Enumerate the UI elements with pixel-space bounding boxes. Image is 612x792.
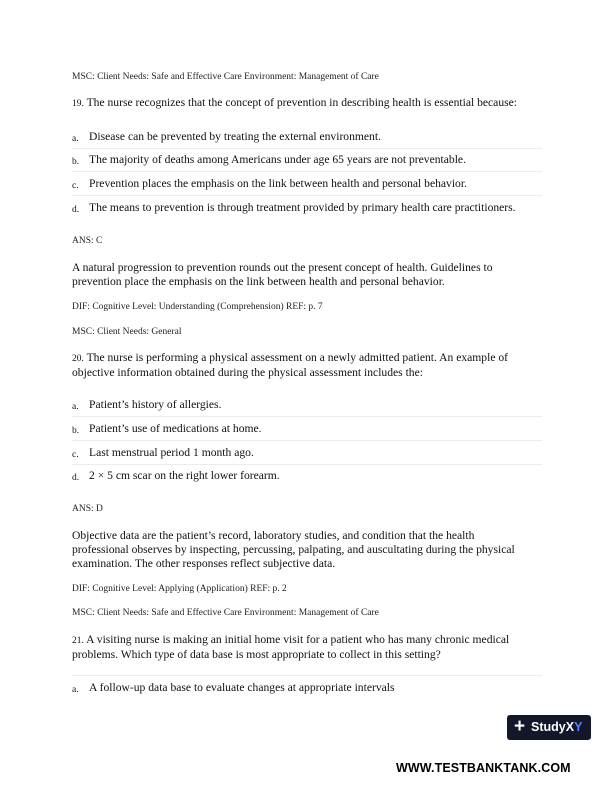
option-text: The means to prevention is through treatment provided by primary health care practitioners. <box>89 201 516 214</box>
q19-dif: DIF: Cognitive Level: Understanding (Comprehension) REF: p. 7 <box>72 302 323 312</box>
msc-line-top: MSC: Client Needs: Safe and Effective Care Environment: Management of Care <box>72 72 379 82</box>
divider <box>72 675 542 676</box>
q20-dif: DIF: Cognitive Level: Applying (Application) REF: p. 2 <box>72 584 287 594</box>
rationale-line: prevention place the emphasis on the link between health and personal behavior. <box>72 275 445 288</box>
question-number: 19. <box>72 99 84 109</box>
option-text: 2 × 5 cm scar on the right lower forearm. <box>89 469 280 482</box>
question-text: The nurse is performing a physical assessment on a newly admitted patient. An example of <box>86 351 509 364</box>
q19-option-b <box>72 153 542 172</box>
question-21-stem <box>72 633 552 662</box>
option-letter: b. <box>72 157 80 167</box>
option-letter: d. <box>72 473 80 483</box>
brand-name <box>531 720 582 734</box>
question-number: 20. <box>72 354 84 364</box>
option-text: The majority of deaths among Americans under age 65 years are not preventable. <box>89 153 466 166</box>
question-text: The nurse recognizes that the concept of prevention in describing health is essential because: <box>86 96 518 109</box>
q20-option-d <box>72 469 542 487</box>
q19-rationale <box>72 261 552 289</box>
option-text: Disease can be prevented by treating the external environment. <box>89 130 381 143</box>
option-text: A follow-up data base to evaluate changes at appropriate intervals <box>89 681 395 694</box>
option-letter: d. <box>72 205 80 215</box>
option-letter: a. <box>72 685 79 695</box>
q20-option-c <box>72 446 542 465</box>
studyxy-logo-badge[interactable] <box>507 715 591 740</box>
option-letter: a. <box>72 402 79 412</box>
sparkle-icon: + <box>514 716 526 737</box>
question-20-stem <box>72 351 552 380</box>
option-text: Last menstrual period 1 month ago. <box>89 446 254 459</box>
question-number: 21. <box>72 636 84 646</box>
option-text: Patient’s use of medications at home. <box>89 422 262 435</box>
question-text: objective information obtained during the physical assessment includes the: <box>72 366 423 379</box>
question-text: A visiting nurse is making an initial home visit for a patient who has many chronic medical <box>86 633 510 646</box>
q19-option-c <box>72 177 542 196</box>
brand-main: StudyX <box>531 720 575 734</box>
q19-option-a <box>72 130 542 149</box>
option-letter: c. <box>72 181 79 191</box>
q20-option-a <box>72 398 542 417</box>
q19-answer: ANS: C <box>72 236 103 246</box>
rationale-line: A natural progression to prevention rounds out the present concept of health. Guidelines to <box>72 261 493 274</box>
rationale-line: Objective data are the patient’s record, laboratory studies, and condition that the health <box>72 529 475 542</box>
rationale-line: professional observes by inspecting, percussing, palpating, and auscultating during the physical <box>72 543 515 556</box>
q19-option-d <box>72 201 542 219</box>
q20-option-b <box>72 422 542 441</box>
q21-option-a <box>72 681 542 699</box>
q20-rationale <box>72 529 552 571</box>
option-letter: a. <box>72 134 79 144</box>
option-text: Patient’s history of allergies. <box>89 398 222 411</box>
question-19-stem <box>72 96 552 111</box>
brand-accent: Y <box>574 720 583 734</box>
q19-msc: MSC: Client Needs: General <box>72 327 182 337</box>
question-text: problems. Which type of data base is most appropriate to collect in this setting? <box>72 648 441 661</box>
option-text: Prevention places the emphasis on the link between health and personal behavior. <box>89 177 467 190</box>
q20-msc: MSC: Client Needs: Safe and Effective Care Environment: Management of Care <box>72 608 379 618</box>
option-letter: c. <box>72 450 79 460</box>
option-letter: b. <box>72 426 80 436</box>
q20-answer: ANS: D <box>72 504 103 514</box>
rationale-line: examination. The other responses reflect subjective data. <box>72 557 336 570</box>
footer-site-url: WWW.TESTBANKTANK.COM <box>396 761 571 775</box>
